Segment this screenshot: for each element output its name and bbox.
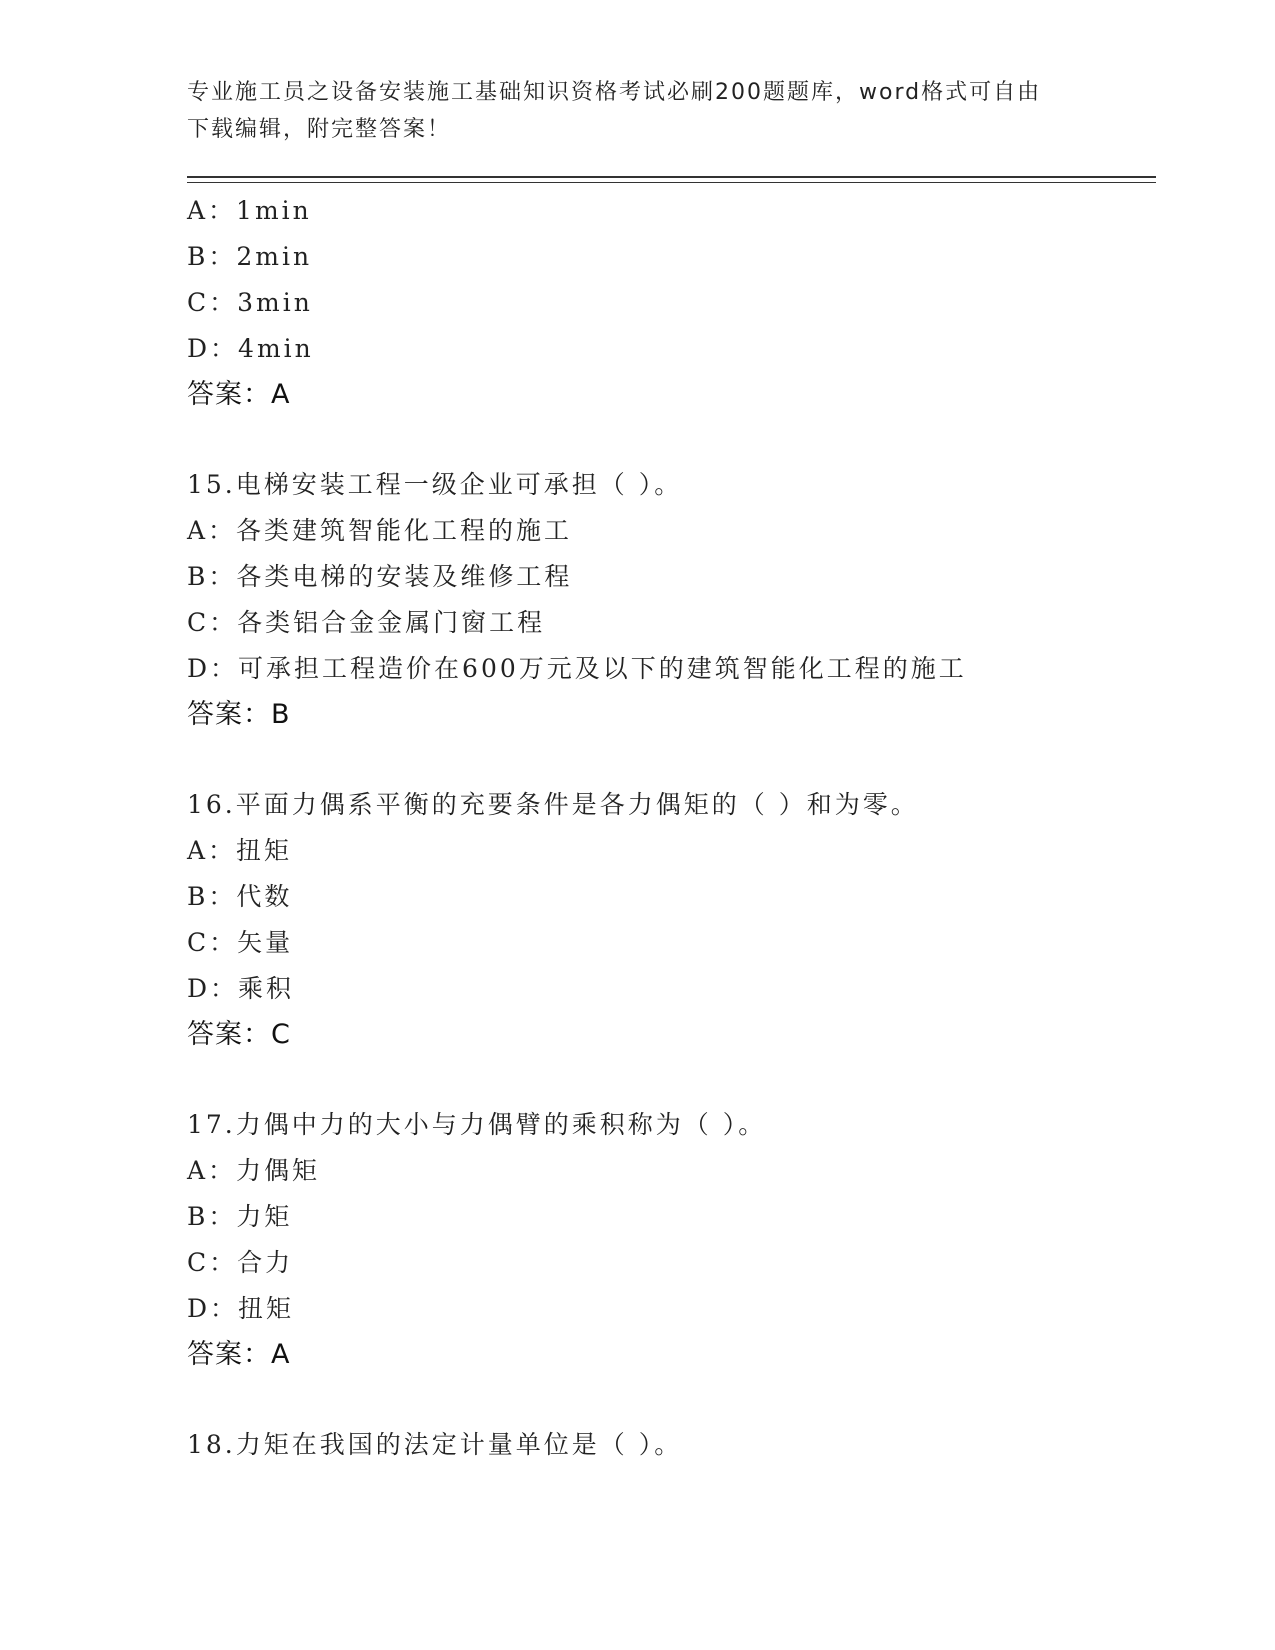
option-b: B：代数 xyxy=(187,882,293,911)
question-block-17 xyxy=(187,1102,1147,1378)
answer-line: 答案：C xyxy=(187,1019,291,1050)
header-divider-thick xyxy=(187,176,1156,178)
answer-line: 答案：A xyxy=(187,1339,291,1370)
question-list xyxy=(187,188,1147,1468)
question-block-16 xyxy=(187,782,1147,1058)
question-text: 18.力矩在我国的法定计量单位是（ ）。 xyxy=(187,1430,683,1459)
header-line-2: 下载编辑，附完整答案！ xyxy=(187,117,452,142)
option-d: D：4min xyxy=(187,334,314,363)
option-b: B：力矩 xyxy=(187,1202,293,1231)
option-c: C：合力 xyxy=(187,1248,294,1277)
question-block-18 xyxy=(187,1422,1147,1468)
option-c: C：各类铝合金金属门窗工程 xyxy=(187,608,546,637)
header-line-1: 专业施工员之设备安装施工基础知识资格考试必刷200题题库，word格式可自由 xyxy=(187,80,1042,105)
option-a: A：1min xyxy=(187,196,312,225)
option-a: A：扭矩 xyxy=(187,836,293,865)
option-b: B：2min xyxy=(187,242,313,271)
question-text: 15.电梯安装工程一级企业可承担（ ）。 xyxy=(187,470,683,499)
answer-line: 答案：A xyxy=(187,379,291,410)
question-block-14 xyxy=(187,188,1147,418)
document-header xyxy=(187,74,1067,148)
answer-line: 答案：B xyxy=(187,699,291,730)
question-text: 17.力偶中力的大小与力偶臂的乘积称为（ ）。 xyxy=(187,1110,767,1139)
option-b: B：各类电梯的安装及维修工程 xyxy=(187,562,573,591)
option-d: D：扭矩 xyxy=(187,1294,295,1323)
question-block-15 xyxy=(187,462,1147,738)
question-text: 16.平面力偶系平衡的充要条件是各力偶矩的（ ）和为零。 xyxy=(187,790,919,819)
option-c: C：矢量 xyxy=(187,928,294,957)
header-divider-thin xyxy=(187,182,1156,183)
option-d: D：可承担工程造价在600万元及以下的建筑智能化工程的施工 xyxy=(187,654,967,683)
option-a: A：各类建筑智能化工程的施工 xyxy=(187,516,573,545)
option-a: A：力偶矩 xyxy=(187,1156,321,1185)
option-d: D：乘积 xyxy=(187,974,295,1003)
option-c: C：3min xyxy=(187,288,313,317)
